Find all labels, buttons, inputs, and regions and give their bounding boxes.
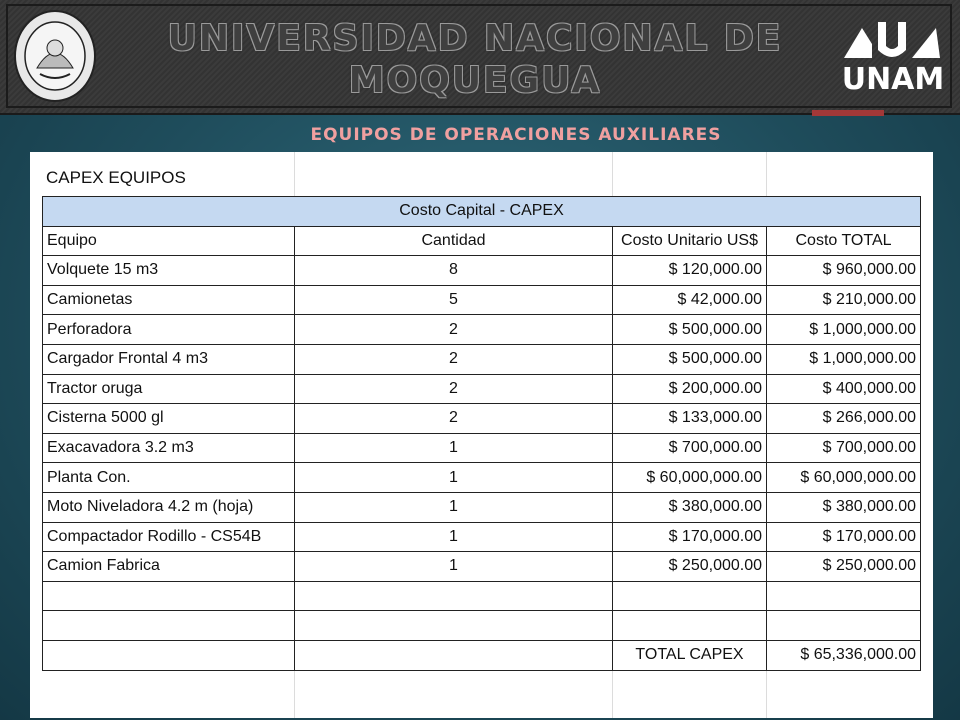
unit-cost-cell: $ 500,000.00 bbox=[613, 344, 767, 374]
empty-cell bbox=[295, 581, 613, 611]
empty-row bbox=[43, 581, 921, 611]
equipment-cell: Tractor oruga bbox=[43, 374, 295, 404]
quantity-cell: 5 bbox=[295, 285, 613, 315]
quantity-cell: 2 bbox=[295, 344, 613, 374]
empty-cell bbox=[613, 611, 767, 641]
table-row bbox=[43, 404, 921, 434]
title-line-1: UNIVERSIDAD NACIONAL DE bbox=[167, 18, 783, 59]
unit-cost-cell: $ 133,000.00 bbox=[613, 404, 767, 434]
column-header: Costo Unitario US$ bbox=[613, 226, 767, 256]
quantity-cell: 1 bbox=[295, 552, 613, 582]
equipment-cell: Planta Con. bbox=[43, 463, 295, 493]
table-row bbox=[43, 285, 921, 315]
total-cost-cell: $ 960,000.00 bbox=[767, 256, 921, 286]
column-header: Equipo bbox=[43, 226, 295, 256]
unit-cost-cell: $ 120,000.00 bbox=[613, 256, 767, 286]
spreadsheet-image bbox=[30, 152, 933, 718]
section-subtitle: EQUIPOS DE OPERACIONES AUXILIARES bbox=[310, 125, 722, 145]
equipment-cell: Moto Niveladora 4.2 m (hoja) bbox=[43, 492, 295, 522]
sheet-title: CAPEX EQUIPOS bbox=[46, 168, 186, 187]
quantity-cell: 2 bbox=[295, 315, 613, 345]
empty-cell bbox=[43, 611, 295, 641]
quantity-cell: 1 bbox=[295, 463, 613, 493]
table-row bbox=[43, 463, 921, 493]
accent-bar bbox=[812, 110, 884, 116]
quantity-cell: 1 bbox=[295, 492, 613, 522]
total-cost-cell: $ 250,000.00 bbox=[767, 552, 921, 582]
total-cost-cell: $ 1,000,000.00 bbox=[767, 315, 921, 345]
total-cost-cell: $ 210,000.00 bbox=[767, 285, 921, 315]
quantity-cell: 2 bbox=[295, 374, 613, 404]
capex-table bbox=[42, 196, 921, 671]
table-band-row bbox=[43, 197, 921, 227]
band-label: Costo Capital - CAPEX bbox=[43, 197, 921, 227]
table-row bbox=[43, 522, 921, 552]
table-row bbox=[43, 552, 921, 582]
empty-cell bbox=[767, 611, 921, 641]
column-header: Cantidad bbox=[295, 226, 613, 256]
empty-cell bbox=[613, 581, 767, 611]
table-header-row bbox=[43, 226, 921, 256]
table-row bbox=[43, 433, 921, 463]
unit-cost-cell: $ 380,000.00 bbox=[613, 492, 767, 522]
title-line-2: MOQUEGUA bbox=[348, 60, 602, 101]
column-header: Costo TOTAL bbox=[767, 226, 921, 256]
quantity-cell: 8 bbox=[295, 256, 613, 286]
unit-cost-cell: $ 250,000.00 bbox=[613, 552, 767, 582]
empty-cell bbox=[43, 581, 295, 611]
total-cost-cell: $ 380,000.00 bbox=[767, 492, 921, 522]
empty-cell bbox=[295, 640, 613, 670]
table-row bbox=[43, 374, 921, 404]
total-cost-cell: $ 266,000.00 bbox=[767, 404, 921, 434]
quantity-cell: 1 bbox=[295, 522, 613, 552]
equipment-cell: Cisterna 5000 gl bbox=[43, 404, 295, 434]
total-cost-cell: $ 170,000.00 bbox=[767, 522, 921, 552]
total-label: TOTAL CAPEX bbox=[613, 640, 767, 670]
university-seal-icon bbox=[12, 8, 98, 104]
equipment-cell: Perforadora bbox=[43, 315, 295, 345]
equipment-cell: Compactador Rodillo - CS54B bbox=[43, 522, 295, 552]
equipment-cell: Volquete 15 m3 bbox=[43, 256, 295, 286]
table-row bbox=[43, 256, 921, 286]
unam-brand-text: UNAM bbox=[841, 62, 945, 97]
quantity-cell: 1 bbox=[295, 433, 613, 463]
header-banner bbox=[0, 0, 960, 115]
unit-cost-cell: $ 60,000,000.00 bbox=[613, 463, 767, 493]
total-value: $ 65,336,000.00 bbox=[767, 640, 921, 670]
total-cost-cell: $ 1,000,000.00 bbox=[767, 344, 921, 374]
total-cost-cell: $ 60,000,000.00 bbox=[767, 463, 921, 493]
empty-cell bbox=[43, 640, 295, 670]
equipment-cell: Camion Fabrica bbox=[43, 552, 295, 582]
page-title bbox=[110, 18, 840, 102]
empty-cell bbox=[767, 581, 921, 611]
table-row bbox=[43, 492, 921, 522]
unit-cost-cell: $ 200,000.00 bbox=[613, 374, 767, 404]
total-row bbox=[43, 640, 921, 670]
unit-cost-cell: $ 700,000.00 bbox=[613, 433, 767, 463]
table-row bbox=[43, 344, 921, 374]
total-cost-cell: $ 700,000.00 bbox=[767, 433, 921, 463]
table-row bbox=[43, 315, 921, 345]
total-cost-cell: $ 400,000.00 bbox=[767, 374, 921, 404]
unit-cost-cell: $ 170,000.00 bbox=[613, 522, 767, 552]
unit-cost-cell: $ 500,000.00 bbox=[613, 315, 767, 345]
equipment-cell: Cargador Frontal 4 m3 bbox=[43, 344, 295, 374]
equipment-cell: Exacavadora 3.2 m3 bbox=[43, 433, 295, 463]
equipment-cell: Camionetas bbox=[43, 285, 295, 315]
empty-row bbox=[43, 611, 921, 641]
unit-cost-cell: $ 42,000.00 bbox=[613, 285, 767, 315]
empty-cell bbox=[295, 611, 613, 641]
quantity-cell: 2 bbox=[295, 404, 613, 434]
